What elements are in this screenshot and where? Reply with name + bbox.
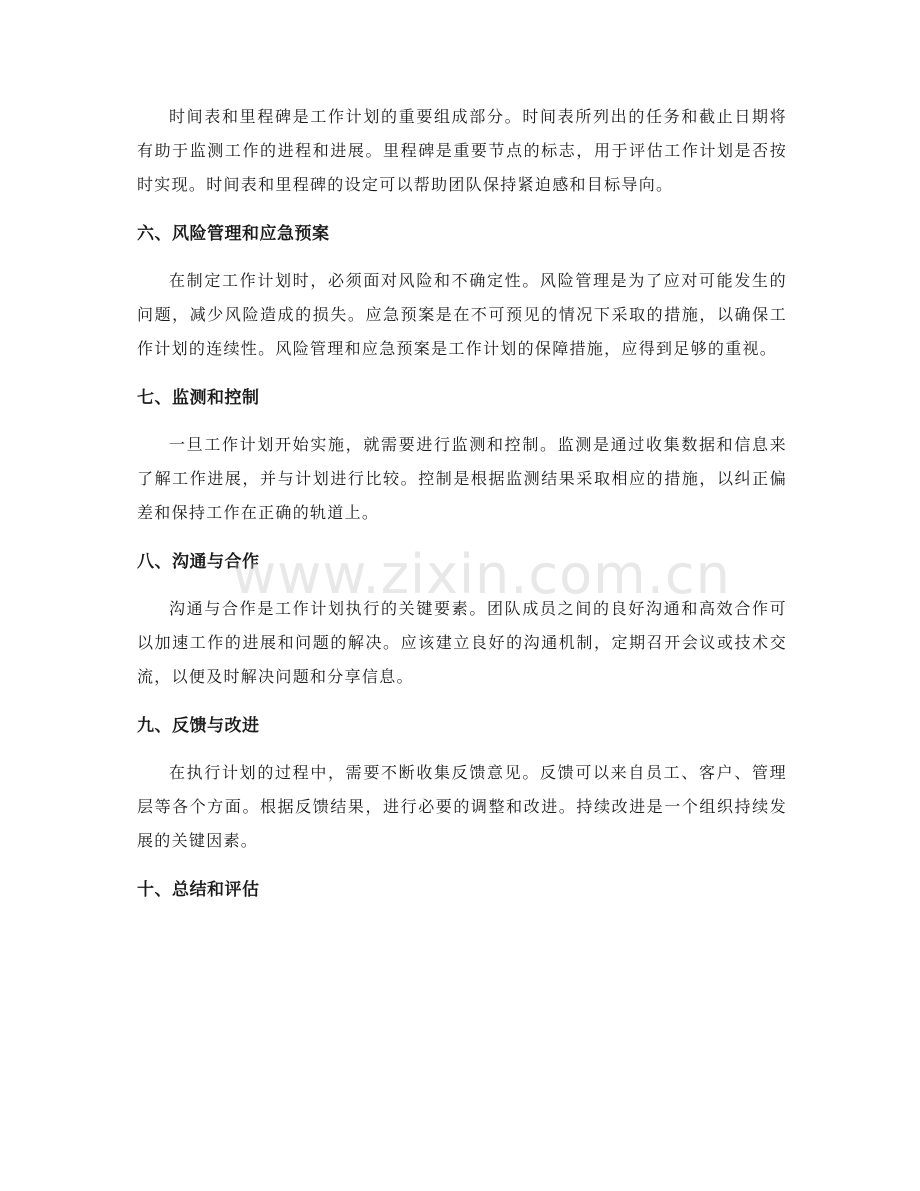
- section-body-communication: 沟通与合作是工作计划执行的关键要素。团队成员之间的良好沟通和高效合作可以加速工作的进展和问题的解决。应该建立良好的沟通机制，定期召开会议或技术交流，以便及时解决问题和分享信息。: [137, 599, 787, 686]
- section-body-feedback: 在执行计划的过程中，需要不断收集反馈意见。反馈可以来自员工、客户、管理层等各个方面。根据反馈结果，进行必要的调整和改进。持续改进是一个组织持续发展的关键因素。: [137, 763, 787, 850]
- section-heading-monitoring: 七、监测和控制: [137, 388, 260, 408]
- document-content: [137, 100, 787, 902]
- intro-paragraph: 时间表和里程碑是工作计划的重要组成部分。时间表所列出的任务和截止日期将有助于监测工作的进程和进展。里程碑是重要节点的标志，用于评估工作计划是否按时实现。时间表和里程碑的设定可以帮助团队保持紧迫感和目标导向。: [137, 107, 787, 194]
- section-body-risk: 在制定工作计划时，必须面对风险和不确定性。风险管理是为了应对可能发生的问题，减少风险造成的损失。应急预案是在不可预见的情况下采取的措施，以确保工作计划的连续性。风险管理和应急预案是工作计划的保障措施，应得到足够的重视。: [137, 271, 787, 358]
- section-heading-risk: 六、风险管理和应急预案: [137, 224, 330, 244]
- section-heading-summary: 十、总结和评估: [137, 880, 260, 900]
- watermark-text: www.zixin.com.cn: [232, 543, 731, 606]
- section-body-monitoring: 一旦工作计划开始实施，就需要进行监测和控制。监测是通过收集数据和信息来了解工作进展，并与计划进行比较。控制是根据监测结果采取相应的措施，以纠正偏差和保持工作在正确的轨道上。: [137, 435, 787, 522]
- section-heading-communication: 八、沟通与合作: [137, 552, 260, 572]
- section-heading-feedback: 九、反馈与改进: [137, 716, 260, 736]
